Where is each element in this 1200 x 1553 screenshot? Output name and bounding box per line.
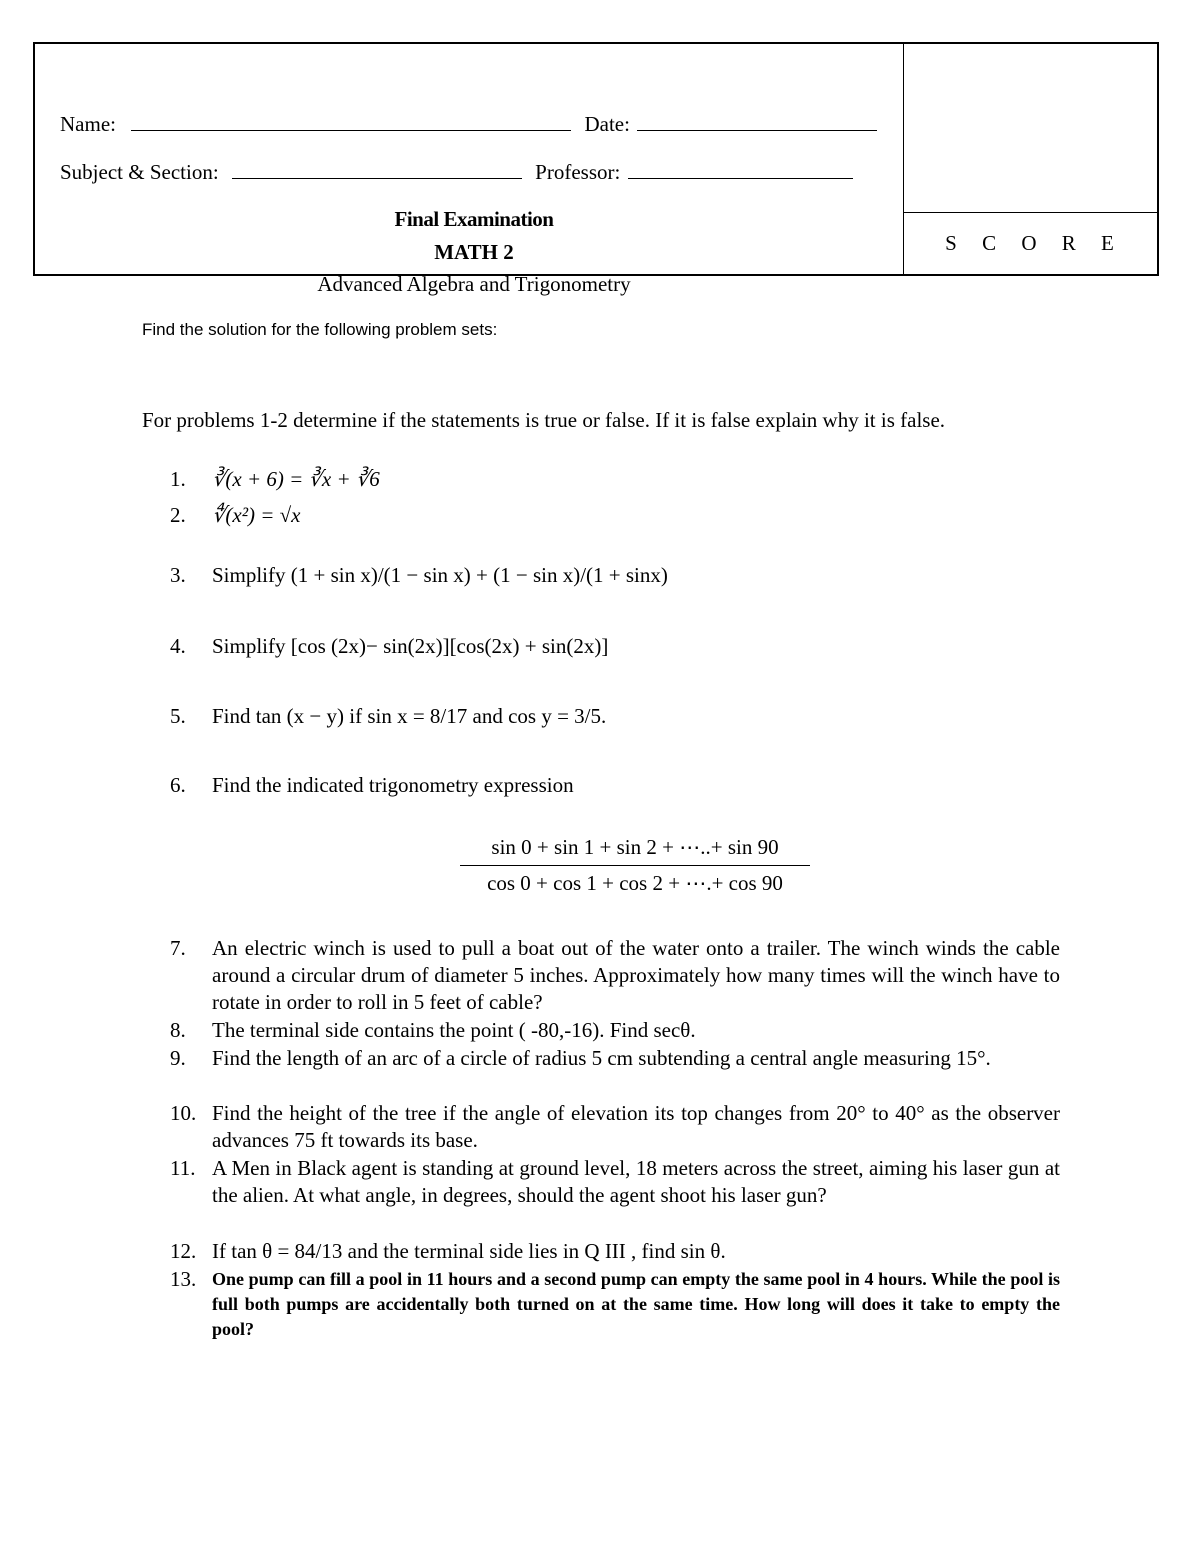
fraction-denominator: cos 0 + cos 1 + cos 2 + ⋯.+ cos 90 bbox=[487, 871, 783, 895]
problem-text: If tan θ = 84/13 and the terminal side lies in Q III , find sin θ. bbox=[212, 1239, 726, 1263]
problem-13 bbox=[170, 1267, 1060, 1342]
problem-text: Simplify (1 + sin x)/(1 − sin x) + (1 − sin x)/(1 + sinx) bbox=[212, 563, 668, 587]
problem-6 bbox=[170, 772, 1060, 799]
problem-text: The terminal side contains the point ( -80,-16). Find secθ. bbox=[212, 1018, 696, 1042]
problem-text: Find tan (x − y) if sin x = 8/17 and cos y = 3/5. bbox=[212, 704, 607, 728]
problem-9 bbox=[170, 1045, 1060, 1072]
problem-number: 1. bbox=[170, 467, 186, 491]
problem-number: 9. bbox=[170, 1046, 186, 1070]
exam-header bbox=[33, 42, 1159, 296]
problem-number: 7. bbox=[170, 936, 186, 960]
problem-number: 4. bbox=[170, 634, 186, 658]
problem-2 bbox=[170, 502, 1060, 529]
exam-title: Final Examination bbox=[394, 207, 554, 231]
problem-text: Find the height of the tree if the angle of elevation its top changes from 20° to 40° as the observer advances 75 ft towards its base. bbox=[212, 1101, 1060, 1152]
problem-number: 3. bbox=[170, 563, 186, 587]
name-label: Name: bbox=[60, 112, 116, 136]
header-info-panel bbox=[35, 44, 903, 296]
score-panel bbox=[903, 44, 1157, 274]
problem-text: ∛(x + 6) = ∛x + ∛6 bbox=[212, 467, 380, 491]
problem-text: A Men in Black agent is standing at ground level, 18 meters across the street, aiming his laser gun at the alien. At what angle, in degrees, should the agent shoot his laser gun? bbox=[212, 1156, 1060, 1207]
problem-5 bbox=[170, 703, 1060, 730]
subject-section-label: Subject & Section: bbox=[60, 160, 219, 184]
problem-8 bbox=[170, 1017, 1060, 1044]
problem-text: One pump can fill a pool in 11 hours and a second pump can empty the same pool in 4 hours. While the pool is full both pumps are accidentally both turned on at the same time. How long will does it take to empty the pool? bbox=[212, 1269, 1060, 1339]
problem-text: Find the length of an arc of a circle of radius 5 cm subtending a central angle measuring 15°. bbox=[212, 1046, 991, 1070]
problem-text: Find the indicated trigonometry expression bbox=[212, 773, 574, 797]
problem-number: 5. bbox=[170, 704, 186, 728]
date-blank[interactable] bbox=[637, 129, 877, 131]
problem-4 bbox=[170, 633, 1060, 660]
problem-number: 13. bbox=[170, 1267, 197, 1291]
professor-label: Professor: bbox=[535, 160, 621, 184]
course-name: Advanced Algebra and Trigonometry bbox=[317, 272, 631, 296]
problem-number: 2. bbox=[170, 503, 186, 527]
subject-section-blank[interactable] bbox=[232, 177, 522, 179]
problem-7 bbox=[170, 935, 1060, 1016]
fraction-numerator: sin 0 + sin 1 + sin 2 + ⋯..+ sin 90 bbox=[460, 835, 810, 866]
problem-12 bbox=[170, 1238, 1060, 1265]
course-code: MATH 2 bbox=[434, 240, 514, 264]
name-blank[interactable] bbox=[131, 129, 571, 131]
problem-number: 12. bbox=[170, 1239, 197, 1263]
problem-3 bbox=[170, 562, 1060, 589]
true-false-prompt: For problems 1-2 determine if the statements is true or false. If it is false explain why it is false. bbox=[142, 408, 946, 432]
problem-number: 10. bbox=[170, 1101, 197, 1125]
instructions: Find the solution for the following problem sets: bbox=[142, 320, 498, 339]
professor-blank[interactable] bbox=[628, 177, 853, 179]
problem-number: 11. bbox=[170, 1156, 196, 1180]
score-label: S C O R E bbox=[904, 212, 1157, 274]
problem-10 bbox=[170, 1100, 1060, 1154]
problem-11 bbox=[170, 1155, 1060, 1209]
subject-professor-row bbox=[60, 160, 853, 185]
date-label: Date: bbox=[584, 112, 630, 136]
name-date-row bbox=[60, 112, 877, 137]
trig-fraction bbox=[460, 835, 810, 896]
problem-text: ∜(x²) = √x bbox=[212, 503, 301, 527]
problem-text: An electric winch is used to pull a boat out of the water onto a trailer. The winch winds the cable around a circular drum of diameter 5 inches. Approximately how many times will the winch have to rotate in order to roll in 5 feet of cable? bbox=[212, 936, 1060, 1014]
problem-number: 8. bbox=[170, 1018, 186, 1042]
problem-1 bbox=[170, 466, 1060, 493]
problem-text: Simplify [cos (2x)− sin(2x)][cos(2x) + sin(2x)] bbox=[212, 634, 609, 658]
problem-number: 6. bbox=[170, 773, 186, 797]
